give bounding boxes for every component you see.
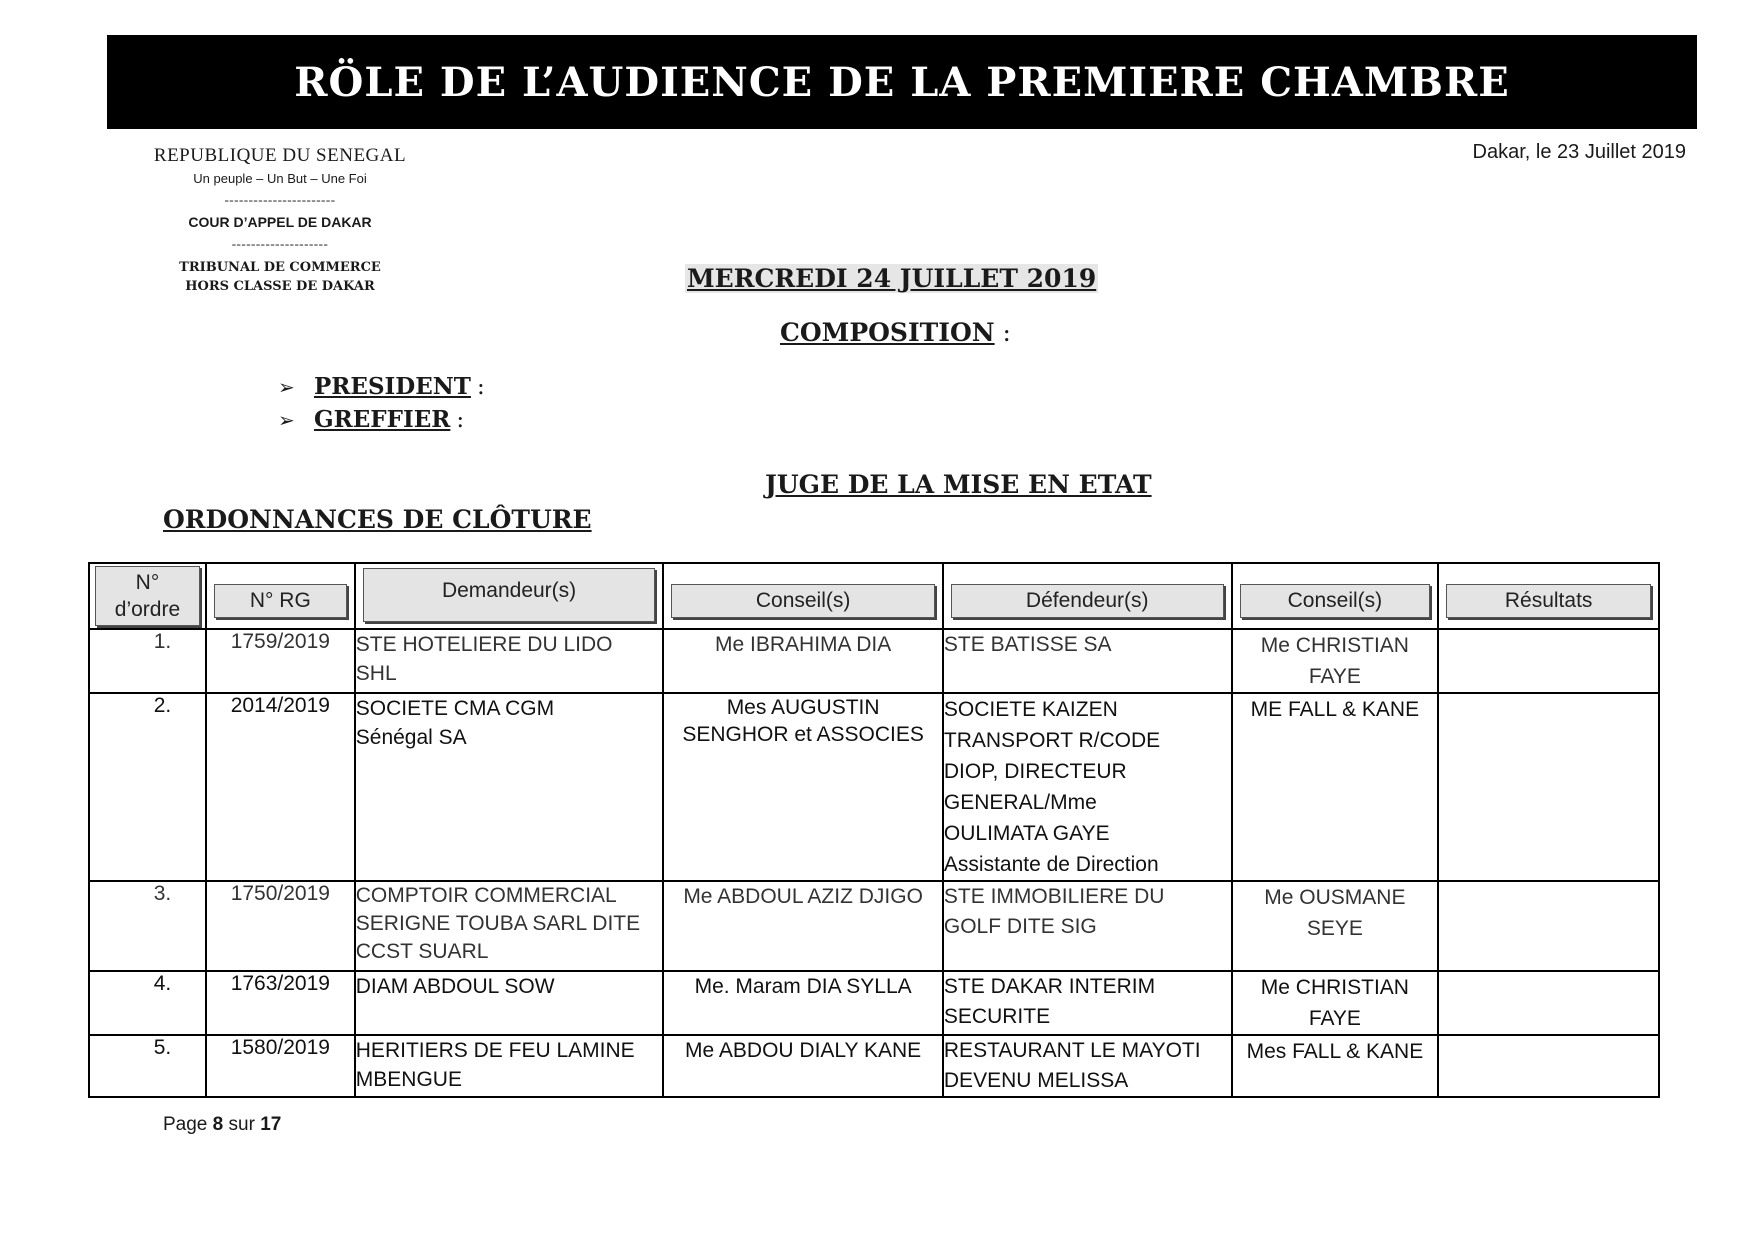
court-name: COUR D’APPEL DE DAKAR	[188, 214, 372, 230]
demandeur-line: STE HOTELIERE DU LIDO	[355, 633, 613, 656]
row-number: 3.	[153, 882, 172, 905]
cell-conseil-1	[663, 629, 943, 693]
row-number: 4.	[153, 972, 172, 995]
cell-defendeur	[943, 971, 1232, 1035]
conseil-line: SEYE	[1306, 917, 1363, 940]
conseil-line: Me ABDOU DIALY KANE	[685, 1039, 922, 1062]
cell-rg: 2014/2019	[206, 693, 355, 881]
cell-conseil-2	[1232, 971, 1439, 1035]
page-footer	[163, 1114, 281, 1136]
header-demandeur-label: Demandeur(s)	[363, 568, 656, 622]
cell-num	[89, 881, 206, 971]
cell-demandeur	[355, 1035, 664, 1097]
header-conseil-1-label: Conseil(s)	[671, 584, 935, 618]
cell-conseil-1	[663, 693, 943, 881]
cell-num	[89, 1035, 206, 1097]
arrow-bullet-icon: ➢	[278, 407, 295, 432]
defendeur-line: STE DAKAR INTERIM	[943, 975, 1156, 998]
table-header-row	[89, 563, 1659, 629]
table-row	[89, 1035, 1659, 1097]
cell-conseil-2	[1232, 629, 1439, 693]
cell-resultats	[1438, 629, 1659, 693]
cell-num	[89, 693, 206, 881]
cell-resultats	[1438, 693, 1659, 881]
demandeur-line: CCST SUARL	[355, 940, 489, 963]
cell-rg: 1750/2019	[206, 881, 355, 971]
role-colon: :	[476, 373, 485, 400]
cell-conseil-2	[1232, 693, 1439, 881]
row-number: 1.	[153, 630, 172, 653]
defendeur-line: GOLF DITE SIG	[943, 915, 1097, 938]
header-resultats	[1438, 563, 1659, 629]
docket-table	[88, 562, 1660, 1098]
tribunal-name-line1: TRIBUNAL DE COMMERCE	[179, 260, 381, 275]
conseil-line: Me OUSMANE	[1264, 886, 1406, 909]
header-defendeur	[943, 563, 1232, 629]
defendeur-line: SOCIETE KAIZEN	[943, 698, 1118, 721]
cell-rg: 1763/2019	[206, 971, 355, 1035]
header-defendeur-label: Défendeur(s)	[951, 584, 1224, 618]
demandeur-line: DIAM ABDOUL SOW	[355, 975, 555, 998]
cell-conseil-2	[1232, 1035, 1439, 1097]
cell-rg: 1580/2019	[206, 1035, 355, 1097]
defendeur-line: DEVENU MELISSA	[943, 1069, 1129, 1092]
role-colon: :	[456, 406, 465, 433]
republic-name: REPUBLIQUE DU SENEGAL	[153, 145, 407, 166]
letterhead	[130, 145, 430, 296]
conseil-line: FAYE	[1308, 665, 1361, 688]
conseil-line: ME FALL & KANE	[1250, 698, 1420, 721]
role-label: GREFFIER	[314, 406, 451, 433]
defendeur-line: RESTAURANT LE MAYOTI	[943, 1039, 1201, 1062]
cell-num	[89, 971, 206, 1035]
conseil-line: Me CHRISTIAN	[1260, 976, 1409, 999]
header-ordre-box	[95, 566, 200, 626]
cell-rg: 1759/2019	[206, 629, 355, 693]
row-number: 2.	[153, 694, 172, 717]
cell-resultats	[1438, 971, 1659, 1035]
header-resultats-label: Résultats	[1446, 584, 1651, 618]
cell-conseil-1	[663, 881, 943, 971]
separator: -----------------------	[224, 192, 336, 207]
header-rg-label: N° RG	[214, 584, 347, 618]
section-juge-heading: JUGE DE LA MISE EN ETAT	[765, 470, 1152, 499]
demandeur-line: MBENGUE	[355, 1068, 462, 1091]
composition-roles	[278, 370, 485, 436]
cell-demandeur	[355, 881, 664, 971]
separator: --------------------	[231, 236, 329, 251]
composition-heading	[780, 318, 1011, 347]
conseil-line: Me. Maram DIA SYLLA	[694, 975, 912, 998]
role-label: PRESIDENT	[314, 373, 471, 400]
tribunal-name-line2: HORS CLASSE DE DAKAR	[185, 279, 375, 294]
header-conseil-1	[663, 563, 943, 629]
national-motto: Un peuple – Un But – Une Foi	[193, 171, 367, 186]
role-president	[278, 370, 485, 403]
role-greffier	[278, 403, 485, 436]
cell-demandeur	[355, 971, 664, 1035]
cell-resultats	[1438, 1035, 1659, 1097]
defendeur-line: TRANSPORT R/CODE	[943, 729, 1161, 752]
cell-conseil-1	[663, 971, 943, 1035]
defendeur-line: OULIMATA GAYE	[943, 822, 1110, 845]
defendeur-line: STE BATISSE SA	[943, 633, 1112, 656]
table-row	[89, 629, 1659, 693]
cell-defendeur	[943, 629, 1232, 693]
conseil-line: SENGHOR et ASSOCIES	[682, 723, 924, 746]
demandeur-line: Sénégal SA	[355, 726, 467, 749]
cell-demandeur	[355, 693, 664, 881]
conseil-line: Mes AUGUSTIN	[726, 696, 880, 719]
document-date: Dakar, le 23 Juillet 2019	[1472, 141, 1686, 163]
cell-resultats	[1438, 881, 1659, 971]
footer-page-total: 17	[260, 1114, 282, 1135]
defendeur-line: Assistante de Direction	[943, 853, 1159, 876]
demandeur-line: SERIGNE TOUBA SARL DITE	[355, 912, 641, 935]
cell-demandeur	[355, 629, 664, 693]
footer-page-number: 8	[212, 1114, 224, 1135]
conseil-line: FAYE	[1308, 1007, 1361, 1030]
table-row	[89, 971, 1659, 1035]
header-ordre	[89, 563, 206, 629]
banner-title: RÖLE DE L’AUDIENCE DE LA PREMIERE CHAMBRE	[294, 58, 1510, 106]
header-conseil-2	[1232, 563, 1439, 629]
section-ordonnances-heading: ORDONNANCES DE CLÔTURE	[163, 505, 592, 534]
header-ordre-line1: N°	[135, 571, 160, 594]
conseil-line: Me IBRAHIMA DIA	[715, 633, 892, 656]
header-conseil-2-label: Conseil(s)	[1240, 584, 1431, 618]
conseil-line: Mes FALL & KANE	[1246, 1040, 1424, 1063]
demandeur-line: HERITIERS DE FEU LAMINE	[355, 1039, 635, 1062]
footer-middle: sur	[223, 1114, 261, 1135]
arrow-bullet-icon: ➢	[278, 374, 295, 399]
table-row	[89, 881, 1659, 971]
hearing-date: MERCREDI 24 JUILLET 2019	[687, 264, 1097, 293]
cell-num	[89, 629, 206, 693]
cell-defendeur	[943, 693, 1232, 881]
composition-colon: :	[994, 318, 1011, 347]
title-banner	[107, 35, 1697, 129]
demandeur-line: SOCIETE CMA CGM	[355, 697, 555, 720]
row-number: 5.	[153, 1036, 172, 1059]
cell-defendeur	[943, 881, 1232, 971]
footer-prefix: Page	[163, 1114, 213, 1135]
table-row	[89, 693, 1659, 881]
demandeur-line: COMPTOIR COMMERCIAL	[355, 884, 617, 907]
cell-defendeur	[943, 1035, 1232, 1097]
cell-conseil-2	[1232, 881, 1439, 971]
composition-label: COMPOSITION	[780, 318, 995, 347]
header-rg	[206, 563, 355, 629]
conseil-line: Me CHRISTIAN	[1260, 634, 1409, 657]
defendeur-line: SECURITE	[943, 1005, 1051, 1028]
cell-conseil-1	[663, 1035, 943, 1097]
demandeur-line: SHL	[355, 662, 397, 685]
header-ordre-line2: d’ordre	[114, 598, 181, 621]
conseil-line: Me ABDOUL AZIZ DJIGO	[683, 885, 923, 908]
defendeur-line: DIOP, DIRECTEUR	[943, 760, 1127, 783]
header-demandeur	[355, 563, 664, 629]
defendeur-line: GENERAL/Mme	[943, 791, 1097, 814]
defendeur-line: STE IMMOBILIERE DU	[943, 885, 1165, 908]
